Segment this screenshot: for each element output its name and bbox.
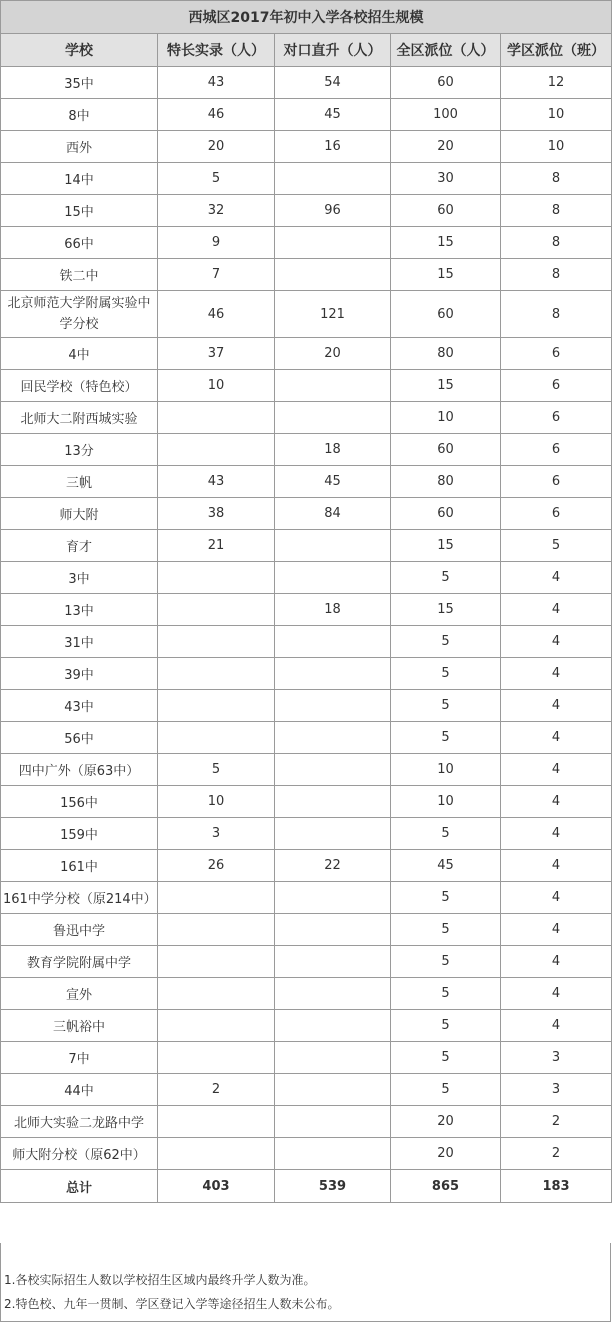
direct-promotion-count bbox=[275, 786, 391, 818]
table-row bbox=[1, 722, 612, 754]
specialty-count bbox=[158, 882, 275, 914]
direct-promotion-count bbox=[275, 626, 391, 658]
direct-promotion-count bbox=[275, 722, 391, 754]
school-name: 44中 bbox=[1, 1074, 158, 1106]
table-row bbox=[1, 658, 612, 690]
school-zone-lottery-count: 8 bbox=[501, 163, 612, 195]
specialty-count bbox=[158, 1010, 275, 1042]
table-row bbox=[1, 498, 612, 530]
direct-promotion-count bbox=[275, 1106, 391, 1138]
direct-promotion-count bbox=[275, 658, 391, 690]
header-row bbox=[1, 34, 612, 67]
direct-promotion-count bbox=[275, 402, 391, 434]
specialty-count bbox=[158, 402, 275, 434]
school-name: 师大附分校（原62中） bbox=[1, 1138, 158, 1170]
direct-promotion-count: 121 bbox=[275, 291, 391, 338]
direct-promotion-count: 16 bbox=[275, 131, 391, 163]
school-name: 四中广外（原63中） bbox=[1, 754, 158, 786]
specialty-count bbox=[158, 594, 275, 626]
district-lottery-count: 5 bbox=[391, 658, 501, 690]
specialty-count: 37 bbox=[158, 338, 275, 370]
table-row bbox=[1, 163, 612, 195]
district-lottery-count: 20 bbox=[391, 131, 501, 163]
direct-promotion-count bbox=[275, 227, 391, 259]
table-row bbox=[1, 1042, 612, 1074]
school-name: 31中 bbox=[1, 626, 158, 658]
table-row bbox=[1, 786, 612, 818]
header-school-zone-lottery: 学区派位（班） bbox=[501, 34, 612, 67]
direct-promotion-count bbox=[275, 1074, 391, 1106]
table-row bbox=[1, 259, 612, 291]
specialty-count: 10 bbox=[158, 370, 275, 402]
table-row bbox=[1, 402, 612, 434]
direct-promotion-count bbox=[275, 530, 391, 562]
district-lottery-count: 5 bbox=[391, 690, 501, 722]
district-lottery-count: 60 bbox=[391, 291, 501, 338]
specialty-count bbox=[158, 1042, 275, 1074]
direct-promotion-count bbox=[275, 370, 391, 402]
school-name: 13中 bbox=[1, 594, 158, 626]
table-row bbox=[1, 754, 612, 786]
table-row bbox=[1, 338, 612, 370]
direct-promotion-count bbox=[275, 690, 391, 722]
direct-promotion-count: 18 bbox=[275, 434, 391, 466]
specialty-count: 43 bbox=[158, 67, 275, 99]
school-zone-lottery-count: 6 bbox=[501, 402, 612, 434]
specialty-count: 7 bbox=[158, 259, 275, 291]
school-zone-lottery-count: 4 bbox=[501, 946, 612, 978]
specialty-count: 43 bbox=[158, 466, 275, 498]
district-lottery-count: 15 bbox=[391, 227, 501, 259]
school-zone-lottery-count: 5 bbox=[501, 530, 612, 562]
school-name: 7中 bbox=[1, 1042, 158, 1074]
direct-promotion-count bbox=[275, 259, 391, 291]
school-name: 三帆裕中 bbox=[1, 1010, 158, 1042]
district-lottery-count: 10 bbox=[391, 754, 501, 786]
table-row bbox=[1, 882, 612, 914]
direct-promotion-count: 22 bbox=[275, 850, 391, 882]
specialty-count: 10 bbox=[158, 786, 275, 818]
specialty-count bbox=[158, 722, 275, 754]
total-label: 总计 bbox=[1, 1170, 158, 1203]
school-name: 66中 bbox=[1, 227, 158, 259]
district-lottery-count: 5 bbox=[391, 882, 501, 914]
table-row bbox=[1, 850, 612, 882]
school-zone-lottery-count: 6 bbox=[501, 370, 612, 402]
school-name: 13分 bbox=[1, 434, 158, 466]
district-lottery-count: 10 bbox=[391, 402, 501, 434]
table-row bbox=[1, 370, 612, 402]
title-row bbox=[1, 1, 612, 34]
district-lottery-count: 15 bbox=[391, 594, 501, 626]
school-zone-lottery-count: 10 bbox=[501, 99, 612, 131]
table-row bbox=[1, 195, 612, 227]
table-row bbox=[1, 626, 612, 658]
district-lottery-count: 60 bbox=[391, 67, 501, 99]
school-zone-lottery-count: 4 bbox=[501, 658, 612, 690]
school-zone-lottery-count: 4 bbox=[501, 1010, 612, 1042]
direct-promotion-count: 45 bbox=[275, 99, 391, 131]
table-row bbox=[1, 1138, 612, 1170]
school-name: 西外 bbox=[1, 131, 158, 163]
specialty-count: 3 bbox=[158, 818, 275, 850]
direct-promotion-count: 84 bbox=[275, 498, 391, 530]
school-zone-lottery-count: 6 bbox=[501, 338, 612, 370]
school-zone-lottery-count: 6 bbox=[501, 466, 612, 498]
table-body bbox=[1, 67, 612, 1170]
specialty-count bbox=[158, 658, 275, 690]
district-lottery-count: 15 bbox=[391, 259, 501, 291]
school-zone-lottery-count: 4 bbox=[501, 914, 612, 946]
table-row bbox=[1, 946, 612, 978]
table-row bbox=[1, 434, 612, 466]
school-zone-lottery-count: 6 bbox=[501, 498, 612, 530]
school-name: 三帆 bbox=[1, 466, 158, 498]
direct-promotion-count bbox=[275, 914, 391, 946]
school-name: 3中 bbox=[1, 562, 158, 594]
district-lottery-count: 30 bbox=[391, 163, 501, 195]
specialty-count: 20 bbox=[158, 131, 275, 163]
table-row bbox=[1, 1010, 612, 1042]
district-lottery-count: 5 bbox=[391, 1042, 501, 1074]
total-row bbox=[1, 1170, 612, 1203]
header-district-lottery: 全区派位（人） bbox=[391, 34, 501, 67]
school-name: 教育学院附属中学 bbox=[1, 946, 158, 978]
school-name: 15中 bbox=[1, 195, 158, 227]
table-row bbox=[1, 562, 612, 594]
specialty-count bbox=[158, 946, 275, 978]
school-zone-lottery-count: 4 bbox=[501, 626, 612, 658]
school-name: 北师大实验二龙路中学 bbox=[1, 1106, 158, 1138]
district-lottery-count: 60 bbox=[391, 195, 501, 227]
school-zone-lottery-count: 4 bbox=[501, 722, 612, 754]
school-name: 35中 bbox=[1, 67, 158, 99]
district-lottery-count: 80 bbox=[391, 338, 501, 370]
note-2: 2.特色校、九年一贯制、学区登记入学等途径招生人数未公布。 bbox=[4, 1297, 340, 1311]
district-lottery-count: 5 bbox=[391, 722, 501, 754]
school-zone-lottery-count: 10 bbox=[501, 131, 612, 163]
specialty-count bbox=[158, 1138, 275, 1170]
direct-promotion-count: 54 bbox=[275, 67, 391, 99]
header-school: 学校 bbox=[1, 34, 158, 67]
school-name: 161中 bbox=[1, 850, 158, 882]
total-school-zone-lottery: 183 bbox=[501, 1170, 612, 1203]
direct-promotion-count: 18 bbox=[275, 594, 391, 626]
direct-promotion-count bbox=[275, 1138, 391, 1170]
specialty-count: 9 bbox=[158, 227, 275, 259]
school-zone-lottery-count: 8 bbox=[501, 259, 612, 291]
school-name: 161中学分校（原214中） bbox=[1, 882, 158, 914]
table-row bbox=[1, 530, 612, 562]
school-zone-lottery-count: 4 bbox=[501, 690, 612, 722]
total-district-lottery: 865 bbox=[391, 1170, 501, 1203]
school-name: 4中 bbox=[1, 338, 158, 370]
table-row bbox=[1, 1106, 612, 1138]
header-specialty: 特长实录（人） bbox=[158, 34, 275, 67]
specialty-count: 5 bbox=[158, 163, 275, 195]
school-zone-lottery-count: 4 bbox=[501, 978, 612, 1010]
school-name: 39中 bbox=[1, 658, 158, 690]
specialty-count bbox=[158, 1106, 275, 1138]
school-zone-lottery-count: 4 bbox=[501, 754, 612, 786]
table-row bbox=[1, 690, 612, 722]
district-lottery-count: 15 bbox=[391, 370, 501, 402]
table-row bbox=[1, 978, 612, 1010]
specialty-count bbox=[158, 914, 275, 946]
district-lottery-count: 100 bbox=[391, 99, 501, 131]
school-name: 师大附 bbox=[1, 498, 158, 530]
direct-promotion-count bbox=[275, 978, 391, 1010]
table-row bbox=[1, 818, 612, 850]
specialty-count bbox=[158, 626, 275, 658]
school-zone-lottery-count: 4 bbox=[501, 882, 612, 914]
school-name: 56中 bbox=[1, 722, 158, 754]
school-name: 8中 bbox=[1, 99, 158, 131]
district-lottery-count: 15 bbox=[391, 530, 501, 562]
district-lottery-count: 5 bbox=[391, 978, 501, 1010]
direct-promotion-count bbox=[275, 163, 391, 195]
header-direct-promotion: 对口直升（人） bbox=[275, 34, 391, 67]
direct-promotion-count bbox=[275, 754, 391, 786]
school-name: 156中 bbox=[1, 786, 158, 818]
specialty-count: 26 bbox=[158, 850, 275, 882]
school-name: 北师大二附西城实验 bbox=[1, 402, 158, 434]
district-lottery-count: 5 bbox=[391, 946, 501, 978]
direct-promotion-count: 96 bbox=[275, 195, 391, 227]
direct-promotion-count bbox=[275, 946, 391, 978]
district-lottery-count: 60 bbox=[391, 434, 501, 466]
total-specialty: 403 bbox=[158, 1170, 275, 1203]
school-name: 14中 bbox=[1, 163, 158, 195]
school-zone-lottery-count: 4 bbox=[501, 594, 612, 626]
district-lottery-count: 20 bbox=[391, 1138, 501, 1170]
specialty-count bbox=[158, 434, 275, 466]
notes-box bbox=[0, 1243, 611, 1322]
table-row bbox=[1, 227, 612, 259]
district-lottery-count: 60 bbox=[391, 498, 501, 530]
table-row bbox=[1, 67, 612, 99]
direct-promotion-count bbox=[275, 562, 391, 594]
school-zone-lottery-count: 8 bbox=[501, 195, 612, 227]
school-zone-lottery-count: 6 bbox=[501, 434, 612, 466]
specialty-count: 2 bbox=[158, 1074, 275, 1106]
table-row bbox=[1, 466, 612, 498]
direct-promotion-count: 20 bbox=[275, 338, 391, 370]
school-name: 43中 bbox=[1, 690, 158, 722]
school-name: 鲁迅中学 bbox=[1, 914, 158, 946]
table-row bbox=[1, 99, 612, 131]
direct-promotion-count bbox=[275, 1010, 391, 1042]
school-zone-lottery-count: 2 bbox=[501, 1138, 612, 1170]
district-lottery-count: 45 bbox=[391, 850, 501, 882]
school-zone-lottery-count: 2 bbox=[501, 1106, 612, 1138]
school-zone-lottery-count: 4 bbox=[501, 850, 612, 882]
school-zone-lottery-count: 3 bbox=[501, 1074, 612, 1106]
note-1: 1.各校实际招生人数以学校招生区域内最终升学人数为准。 bbox=[4, 1273, 316, 1287]
district-lottery-count: 20 bbox=[391, 1106, 501, 1138]
school-zone-lottery-count: 12 bbox=[501, 67, 612, 99]
direct-promotion-count bbox=[275, 818, 391, 850]
specialty-count bbox=[158, 690, 275, 722]
table-title: 西城区2017年初中入学各校招生规模 bbox=[1, 1, 612, 34]
table-row bbox=[1, 594, 612, 626]
specialty-count bbox=[158, 978, 275, 1010]
school-zone-lottery-count: 4 bbox=[501, 818, 612, 850]
specialty-count bbox=[158, 562, 275, 594]
school-name: 159中 bbox=[1, 818, 158, 850]
district-lottery-count: 5 bbox=[391, 818, 501, 850]
specialty-count: 32 bbox=[158, 195, 275, 227]
total-direct-promotion: 539 bbox=[275, 1170, 391, 1203]
direct-promotion-count bbox=[275, 1042, 391, 1074]
school-zone-lottery-count: 8 bbox=[501, 291, 612, 338]
school-name: 回民学校（特色校） bbox=[1, 370, 158, 402]
specialty-count: 21 bbox=[158, 530, 275, 562]
table-row bbox=[1, 291, 612, 338]
specialty-count: 46 bbox=[158, 291, 275, 338]
district-lottery-count: 5 bbox=[391, 914, 501, 946]
school-name: 育才 bbox=[1, 530, 158, 562]
direct-promotion-count: 45 bbox=[275, 466, 391, 498]
specialty-count: 5 bbox=[158, 754, 275, 786]
district-lottery-count: 10 bbox=[391, 786, 501, 818]
school-zone-lottery-count: 8 bbox=[501, 227, 612, 259]
table-row bbox=[1, 914, 612, 946]
school-zone-lottery-count: 4 bbox=[501, 562, 612, 594]
district-lottery-count: 5 bbox=[391, 562, 501, 594]
school-name: 宣外 bbox=[1, 978, 158, 1010]
school-name: 铁二中 bbox=[1, 259, 158, 291]
school-zone-lottery-count: 3 bbox=[501, 1042, 612, 1074]
table-row bbox=[1, 131, 612, 163]
district-lottery-count: 5 bbox=[391, 626, 501, 658]
district-lottery-count: 5 bbox=[391, 1074, 501, 1106]
district-lottery-count: 80 bbox=[391, 466, 501, 498]
school-name: 北京师范大学附属实验中学分校 bbox=[1, 291, 158, 338]
specialty-count: 38 bbox=[158, 498, 275, 530]
table-row bbox=[1, 1074, 612, 1106]
school-zone-lottery-count: 4 bbox=[501, 786, 612, 818]
specialty-count: 46 bbox=[158, 99, 275, 131]
direct-promotion-count bbox=[275, 882, 391, 914]
district-lottery-count: 5 bbox=[391, 1010, 501, 1042]
